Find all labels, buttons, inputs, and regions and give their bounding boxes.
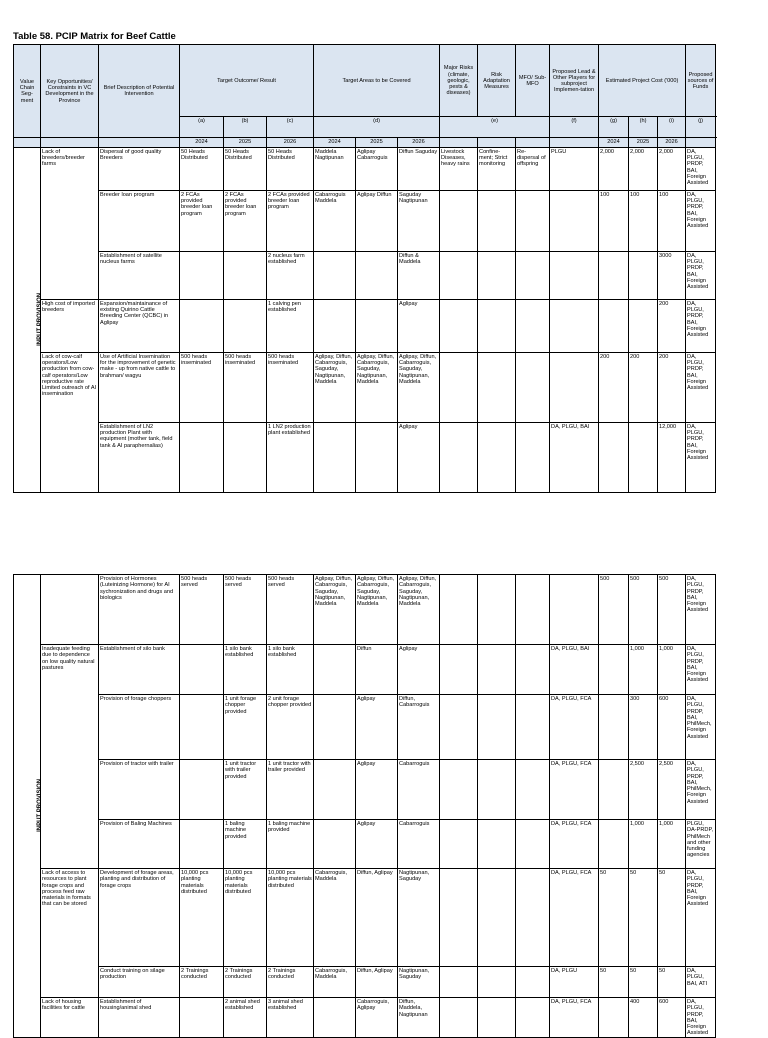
pcip-matrix-table-part1 [13,44,716,493]
cell-mfo: Re-dispersal of offspring [516,147,550,190]
header-lead-players: Proposed Lead & Other Players for subproject Implemen-tation [550,45,599,117]
header-major-risks: Major Risks (climate, geologic, pests & diseases) [440,45,478,117]
cell-cost-2026: 600 [658,695,686,760]
segment-label: INPUT PROVISION [37,293,44,347]
cell-target-2025 [224,299,267,352]
cell-risk-adaptation [478,820,516,869]
cell-intervention: Provision of tractor with trailer [99,760,180,820]
letter-a: (a) [180,117,224,138]
cell-area-2024: Maddela Nagtipunan [314,147,356,190]
letter-h: (h) [629,117,658,138]
cell-target-2026: 2 nucleus farm established [267,251,314,299]
cell-fund-source: DA, PLGU, PRDP, BAI, Foreign Assisted [686,575,716,645]
cell-risk-adaptation [478,695,516,760]
cell-mfo [516,299,550,352]
cell-area-2024 [314,645,356,695]
cell-lead-players: DA, PLGU [550,967,599,998]
cell-risk-adaptation [478,645,516,695]
cell-cost-2024: 500 [599,575,629,645]
cell-target-2026: 2 FCAs provided breeder loan program [267,190,314,251]
cell-target-2025: 1 unit forage chopper provided [224,695,267,760]
cell-cost-2025 [629,299,658,352]
value-chain-segment [14,575,44,1038]
cell-target-2026: 500 heads served [267,575,314,645]
cell-target-2025: 2 animal shed established [224,998,267,1038]
cell-target-2026: 10,000 pcs planting materials distributed [267,869,314,967]
cell-area-2024 [314,998,356,1038]
cell-lead-players [550,251,599,299]
cell-target-2025: 50 Heads Distributed [224,147,267,190]
table-row [14,251,716,299]
year-row [14,137,716,147]
cell-cost-2026: 50 [658,869,686,967]
cell-area-2024 [314,251,356,299]
letter-f: (f) [550,117,599,138]
year-target-2025: 2025 [224,137,267,147]
letter-i: (i) [658,117,686,138]
letter-c: (c) [267,117,314,138]
cell-area-2024: Cabarroguis, Maddela [314,967,356,998]
cell-cost-2024 [599,299,629,352]
cell-intervention: Provision of Baling Machines [99,820,180,869]
cell-lead-players [550,190,599,251]
cell-risk-adaptation [478,299,516,352]
cell-cost-2024: 50 [599,869,629,967]
cell-target-2026: 1 baling machine provided [267,820,314,869]
header-target-areas: Target Areas to be Covered [314,45,440,117]
cell-area-2026: Cabarroguis [398,820,440,869]
cell-risk-adaptation [478,760,516,820]
cell-area-2026: Aglipay, Diffun, Cabarroguis, Saguday, Nagtipunan, Maddela [398,352,440,422]
cell-target-2024 [180,251,224,299]
cell-target-2025: 10,000 pcs planting materials distributed [224,869,267,967]
cell-intervention: Dispersal of good quality Breeders [99,147,180,190]
cell-area-2025: Diffun, Aglipay [356,967,398,998]
cell-target-2024: 2 FCAs provided breeder loan program [180,190,224,251]
cell-area-2026: Diffun Saguday [398,147,440,190]
cell-key-opportunity [41,575,99,645]
cell-intervention: Development of forage areas, planting and distribution of forage crops [99,869,180,967]
cell-mfo [516,760,550,820]
header-sources-funds: Proposed sources of Funds [686,45,716,117]
cell-target-2024 [180,760,224,820]
cell-lead-players [550,352,599,422]
cell-major-risk [440,645,478,695]
cell-cost-2025 [629,422,658,492]
table-title: Table 58. PCIP Matrix for Beef Cattle [13,31,176,42]
cell-target-2024: 2 Trainings conducted [180,967,224,998]
cell-area-2024: Cabarroguis Maddela [314,190,356,251]
cell-risk-adaptation [478,251,516,299]
cell-fund-source: DA, PLGU, PRDP, BAI, Foreign Assisted [686,147,716,190]
cell-mfo [516,422,550,492]
cell-target-2026: 50 Heads Distributed [267,147,314,190]
year-area-2025: 2025 [356,137,398,147]
cell-target-2026: 1 LN2 production plant established [267,422,314,492]
cell-area-2024 [314,760,356,820]
cell-area-2026: Diffun, Cabarroguis [398,695,440,760]
cell-target-2024 [180,422,224,492]
cell-target-2024 [180,299,224,352]
cell-major-risk [440,695,478,760]
cell-cost-2024: 100 [599,190,629,251]
cell-major-risk [440,352,478,422]
cell-area-2026: Nagtipunan, Saguday [398,967,440,998]
cell-major-risk [440,190,478,251]
cell-area-2024 [314,820,356,869]
year-cost-2024: 2024 [599,137,629,147]
table-row [14,967,716,998]
cell-target-2024 [180,695,224,760]
cell-fund-source: DA, PLGU, PRDP, BAI, Foreign Assisted [686,352,716,422]
cell-mfo [516,251,550,299]
cell-target-2025 [224,251,267,299]
cell-cost-2026: 200 [658,352,686,422]
letter-d: (d) [314,117,440,138]
cell-intervention: Expansion/maintainance of existing Quirino Cattle Breeding Center (QCBC) in Aglipay [99,299,180,352]
header-target-outcome: Target Outcome/ Result [180,45,314,117]
cell-cost-2026: 100 [658,190,686,251]
cell-area-2025 [356,422,398,492]
cell-area-2025 [356,299,398,352]
table-row [14,575,716,645]
cell-risk-adaptation [478,998,516,1038]
cell-intervention: Breeder loan program [99,190,180,251]
cell-area-2026: Aglipay [398,645,440,695]
cell-target-2026: 2 Trainings conducted [267,967,314,998]
cell-intervention: Establishment of satellite nucleus farms [99,251,180,299]
cell-fund-source: DA, PLGU, PRDP, BAI, Foreign Assisted [686,869,716,967]
cell-area-2025: Aglipay [356,820,398,869]
cell-target-2026: 500 heads inseminated [267,352,314,422]
cell-mfo [516,967,550,998]
cell-cost-2025: 300 [629,695,658,760]
cell-major-risk [440,575,478,645]
table-row [14,422,716,492]
cell-mfo [516,869,550,967]
cell-area-2025: Cabarroguis, Aglipay [356,998,398,1038]
cell-cost-2024 [599,422,629,492]
cell-major-risk [440,299,478,352]
cell-lead-players: DA, PLGU, FCA [550,998,599,1038]
cell-target-2026: 1 unit tractor with trailer provided [267,760,314,820]
cell-target-2025: 500 heads inseminated [224,352,267,422]
cell-fund-source: DA, PLGU, PRDP, BAI, Foreign Assisted [686,645,716,695]
cell-intervention: Provision of forage choppers [99,695,180,760]
cell-lead-players: DA, PLGU, FCA [550,760,599,820]
cell-key-opportunity: Lack of breeders/breeder farms [41,147,99,299]
cell-intervention: Establishment of silo bank [99,645,180,695]
cell-area-2025: Aglipay, Diffun, Cabarroguis, Saguday, Nagtipunan, Maddela [356,575,398,645]
cell-intervention: Provision of Hormones (Luteinizing Hormone) for AI sychronization and drugs and biologics [99,575,180,645]
cell-cost-2024 [599,695,629,760]
cell-target-2025: 1 baling machine provided [224,820,267,869]
cell-area-2025: Aglipay [356,695,398,760]
cell-cost-2024 [599,820,629,869]
cell-area-2025 [356,251,398,299]
table-row [14,869,716,967]
table-row [14,760,716,820]
cell-area-2024: Aglipay, Diffun, Cabarroguis, Saguday, Nagtipunan, Maddela [314,575,356,645]
cell-area-2026: Cabarroguis [398,760,440,820]
cell-cost-2024 [599,251,629,299]
cell-major-risk [440,869,478,967]
table-row [14,299,716,352]
cell-cost-2025: 1,000 [629,645,658,695]
cell-major-risk [440,760,478,820]
cell-cost-2025: 2,500 [629,760,658,820]
cell-cost-2025: 1,000 [629,820,658,869]
cell-cost-2026: 2,000 [658,147,686,190]
table-row [14,645,716,695]
table-row [14,695,716,760]
cell-fund-source: DA, PLGU, PRDP, BAI, Foreign Assisted [686,190,716,251]
cell-key-opportunity: Lack of cow-calf operators/Low production from cow-calf operators/Low reproductive rate Limited outreach of AI insemination [41,352,99,492]
cell-cost-2025: 50 [629,869,658,967]
cell-lead-players: DA, PLGU, BAI [550,422,599,492]
cell-intervention: Establishment of housing/animal shed [99,998,180,1038]
cell-area-2025: Aglipay [356,760,398,820]
cell-target-2026: 1 silo bank established [267,645,314,695]
cell-risk-adaptation [478,575,516,645]
cell-key-opportunity: Lack of housing facilities for cattle [41,998,99,1038]
cell-cost-2025 [629,251,658,299]
cell-lead-players: DA, PLGU, FCA [550,695,599,760]
cell-key-opportunity: High cost of imported breeders [41,299,99,352]
cell-cost-2026: 3000 [658,251,686,299]
year-target-2024: 2024 [180,137,224,147]
cell-lead-players [550,575,599,645]
cell-risk-adaptation [478,967,516,998]
value-chain-segment [14,147,44,492]
cell-area-2026: Aglipay [398,299,440,352]
cell-cost-2026: 500 [658,575,686,645]
cell-key-opportunity: Lack of access to resources to plant forage crops and process feed raw materials in formats that can be stored [41,869,99,998]
header-brief-description: Brief Description of Potential Intervention [99,45,180,138]
cell-area-2026: Nagtipunan, Saguday [398,869,440,967]
cell-target-2026: 3 animal shed established [267,998,314,1038]
cell-target-2026: 1 calving pen established [267,299,314,352]
year-target-2026: 2026 [267,137,314,147]
cell-cost-2024 [599,760,629,820]
cell-area-2026: Diffun & Maddela [398,251,440,299]
cell-key-opportunity: Inadequate feeding due to dependence on low quality natural pastures [41,645,99,869]
letter-e: (e) [440,117,550,138]
cell-fund-source: DA, PLGU, PRDP, BAI, PhilMech, Foreign Assisted [686,695,716,760]
cell-target-2024 [180,820,224,869]
header-row [14,45,716,117]
cell-target-2024: 50 Heads Distributed [180,147,224,190]
cell-mfo [516,352,550,422]
cell-area-2024: Aglipay, Diffun, Cabarroguis, Saguday, Nagtipunan, Maddela [314,352,356,422]
cell-cost-2026: 2,500 [658,760,686,820]
letter-g: (g) [599,117,629,138]
cell-target-2024 [180,645,224,695]
cell-mfo [516,575,550,645]
cell-fund-source: DA, PLGU, PRDP, BAI, Foreign Assisted [686,998,716,1038]
cell-target-2025: 2 Trainings conducted [224,967,267,998]
cell-mfo [516,695,550,760]
cell-cost-2024: 50 [599,967,629,998]
cell-target-2025: 2 FCAs provided breeder loan program [224,190,267,251]
cell-lead-players: PLGU [550,147,599,190]
cell-cost-2025: 100 [629,190,658,251]
letter-j: (j) [686,117,716,138]
cell-area-2024: Cabarroguis, Maddela [314,869,356,967]
cell-major-risk [440,967,478,998]
cell-fund-source: DA, PLGU, PRDP, BAI, PhilMech, Foreign Assisted [686,760,716,820]
table-row [14,998,716,1038]
segment-label: INPUT PROVISION [37,779,44,833]
cell-risk-adaptation: Confine-ment; Strict monitoring [478,147,516,190]
cell-major-risk [440,251,478,299]
cell-cost-2025: 200 [629,352,658,422]
cell-target-2025 [224,422,267,492]
year-cost-2025: 2025 [629,137,658,147]
cell-area-2025: Aglipay, Diffun, Cabarroguis, Saguday, Nagtipunan, Maddela [356,352,398,422]
cell-target-2026: 2 unit forage chopper provided [267,695,314,760]
table-row [14,352,716,422]
header-mfo: MFO/ Sub-MFO [516,45,550,117]
table-row [14,190,716,251]
cell-area-2025: Aglipay Diffun [356,190,398,251]
cell-cost-2025: 50 [629,967,658,998]
cell-intervention: Use of Artificial Insemination for the improvement of genetic make - up from native cattle to brahman/ wagyu [99,352,180,422]
cell-cost-2026: 600 [658,998,686,1038]
cell-fund-source: DA, PLGU, PRDP, BAI, Foreign Assisted [686,299,716,352]
cell-intervention: Conduct training on silage production [99,967,180,998]
cell-mfo [516,820,550,869]
cell-lead-players: DA, PLGU, FCA [550,869,599,967]
cell-risk-adaptation [478,422,516,492]
cell-fund-source: DA, PLGU, BAI, ATI [686,967,716,998]
cell-lead-players: DA, PLGU, BAI [550,645,599,695]
cell-area-2026: Aglipay, Diffun, Cabarroguis, Saguday, Nagtipunan, Maddela [398,575,440,645]
letter-b: (b) [224,117,267,138]
cell-cost-2025: 400 [629,998,658,1038]
cell-cost-2025: 2,000 [629,147,658,190]
cell-risk-adaptation [478,352,516,422]
cell-area-2025: Aglipay Cabarroguis [356,147,398,190]
cell-cost-2026: 1,000 [658,820,686,869]
cell-area-2026: Aglipay [398,422,440,492]
cell-area-2024 [314,422,356,492]
cell-target-2025: 1 silo bank established [224,645,267,695]
cell-cost-2026: 12,000 [658,422,686,492]
cell-cost-2024 [599,998,629,1038]
year-area-2024: 2024 [314,137,356,147]
cell-cost-2026: 1,000 [658,645,686,695]
cell-major-risk [440,998,478,1038]
cell-area-2026: Diffun, Maddela, Nagtipunan [398,998,440,1038]
cell-fund-source: DA, PLGU, PRDP, BAI, Foreign Assisted [686,422,716,492]
cell-area-2025: Diffun, Aglipay [356,869,398,967]
header-project-cost: Estimated Project Cost ('000) [599,45,686,117]
cell-area-2024 [314,299,356,352]
cell-target-2024: 500 heads served [180,575,224,645]
table2-body [14,575,716,1038]
cell-major-risk [440,820,478,869]
cell-cost-2024: 200 [599,352,629,422]
cell-target-2024: 500 heads inseminated [180,352,224,422]
header-risk-adaptation: Risk Adaptation Measures [478,45,516,117]
cell-cost-2025: 500 [629,575,658,645]
table1-body [14,147,716,492]
cell-area-2026: Saguday Nagtipunan [398,190,440,251]
cell-target-2025: 500 heads served [224,575,267,645]
year-area-2026: 2026 [398,137,440,147]
cell-target-2024 [180,998,224,1038]
cell-target-2024: 10,000 pcs planting materials distributed [180,869,224,967]
cell-fund-source: DA, PLGU, PRDP, BAI, Foreign Assisted [686,251,716,299]
cell-lead-players [550,299,599,352]
cell-area-2025: Diffun [356,645,398,695]
cell-risk-adaptation [478,869,516,967]
cell-area-2024 [314,695,356,760]
cell-cost-2024: 2,000 [599,147,629,190]
cell-major-risk: Livestock Diseases, heavy rains [440,147,478,190]
pcip-matrix-table-part2 [13,574,716,1038]
cell-lead-players: DA, PLGU, FCA [550,820,599,869]
cell-cost-2024 [599,645,629,695]
cell-risk-adaptation [478,190,516,251]
table-row [14,147,716,190]
cell-mfo [516,645,550,695]
cell-major-risk [440,422,478,492]
cell-fund-source: PLGU, DA-PRDP, PhilMech and other funding agencies [686,820,716,869]
cell-cost-2026: 200 [658,299,686,352]
cell-cost-2026: 50 [658,967,686,998]
table-row [14,820,716,869]
cell-mfo [516,998,550,1038]
header-key-opportunities: Key Opportunities/ Constraints in VC Development in the Province [41,45,99,138]
cell-intervention: Establishment of LN2 production Plant with equipment (mother tank, field tank & AI paraphernalias) [99,422,180,492]
cell-mfo [516,190,550,251]
year-cost-2026: 2026 [658,137,686,147]
cell-target-2025: 1 unit tractor with trailer provided [224,760,267,820]
header-value-chain: Value Chain Seg-ment [14,45,41,138]
